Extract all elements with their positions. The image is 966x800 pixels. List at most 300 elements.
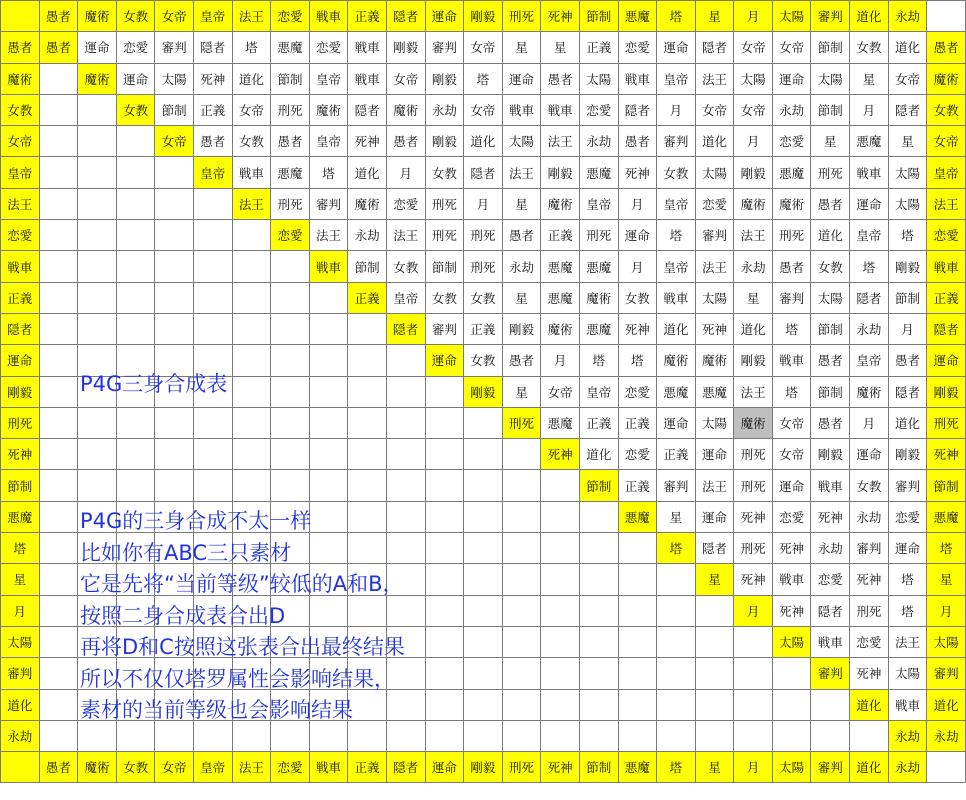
result-cell[interactable]: 女教 bbox=[850, 470, 889, 501]
result-cell[interactable]: 塔 bbox=[772, 376, 811, 407]
empty-cell bbox=[541, 626, 580, 657]
empty-cell bbox=[579, 595, 618, 626]
result-cell[interactable]: 節制 bbox=[811, 376, 850, 407]
result-cell[interactable]: 塔 bbox=[888, 220, 927, 251]
result-cell[interactable]: 死神 bbox=[618, 313, 657, 344]
result-cell[interactable]: 皇帝 bbox=[386, 282, 425, 313]
result-cell[interactable]: 戦車 bbox=[772, 564, 811, 595]
result-cell[interactable]: 永劫 bbox=[348, 220, 387, 251]
result-cell[interactable]: 道化 bbox=[734, 313, 773, 344]
result-cell[interactable]: 戦車 bbox=[772, 345, 811, 376]
column-header: 刑死 bbox=[502, 1, 541, 32]
row-header-right: 恋愛 bbox=[927, 220, 966, 251]
table-row bbox=[1, 63, 966, 94]
result-cell[interactable]: 刑死 bbox=[734, 439, 773, 470]
result-cell[interactable]: 戦車 bbox=[348, 32, 387, 63]
result-cell[interactable]: 愚者 bbox=[888, 345, 927, 376]
result-cell[interactable]: 恋愛 bbox=[618, 439, 657, 470]
diagonal-cell[interactable]: 道化 bbox=[850, 689, 889, 720]
column-header: 星 bbox=[695, 1, 734, 32]
result-cell[interactable]: 星 bbox=[811, 126, 850, 157]
result-cell[interactable]: 刑死 bbox=[425, 220, 464, 251]
diagonal-cell[interactable]: 隠者 bbox=[386, 313, 425, 344]
result-cell[interactable]: 節制 bbox=[348, 251, 387, 282]
empty-cell bbox=[541, 470, 580, 501]
result-cell[interactable]: 隠者 bbox=[193, 32, 232, 63]
result-cell[interactable]: 恋愛 bbox=[772, 501, 811, 532]
result-cell[interactable]: 刑死 bbox=[772, 220, 811, 251]
result-cell[interactable]: 女教 bbox=[425, 157, 464, 188]
result-cell[interactable]: 道化 bbox=[232, 63, 271, 94]
result-cell[interactable]: 審判 bbox=[772, 282, 811, 313]
result-cell[interactable]: 隠者 bbox=[618, 94, 657, 125]
result-cell[interactable]: 太陽 bbox=[888, 157, 927, 188]
diagonal-cell[interactable]: 正義 bbox=[348, 282, 387, 313]
result-cell[interactable]: 戦車 bbox=[541, 94, 580, 125]
empty-cell bbox=[502, 501, 541, 532]
result-cell[interactable]: 星 bbox=[657, 501, 696, 532]
result-cell[interactable]: 女帝 bbox=[232, 94, 271, 125]
result-cell[interactable]: 塔 bbox=[579, 345, 618, 376]
result-cell[interactable]: 月 bbox=[541, 345, 580, 376]
result-cell[interactable]: 戦車 bbox=[618, 63, 657, 94]
result-cell[interactable]: 剛毅 bbox=[734, 157, 773, 188]
result-cell[interactable]: 永劫 bbox=[579, 126, 618, 157]
result-cell[interactable]: 刑死 bbox=[811, 157, 850, 188]
result-cell[interactable]: 死神 bbox=[772, 533, 811, 564]
result-cell[interactable]: 皇帝 bbox=[309, 63, 348, 94]
result-cell[interactable]: 死神 bbox=[811, 501, 850, 532]
result-cell[interactable]: 月 bbox=[850, 94, 889, 125]
result-cell[interactable]: 塔 bbox=[772, 313, 811, 344]
diagonal-cell[interactable]: 永劫 bbox=[888, 720, 927, 751]
result-cell[interactable]: 愚者 bbox=[386, 126, 425, 157]
result-cell[interactable]: 法王 bbox=[734, 376, 773, 407]
result-cell[interactable]: 永劫 bbox=[734, 251, 773, 282]
note-line: 再将D和C按照这张表合出最终结果 bbox=[80, 635, 405, 659]
result-cell[interactable]: 太陽 bbox=[888, 658, 927, 689]
result-cell[interactable]: 審判 bbox=[425, 32, 464, 63]
result-cell[interactable]: 太陽 bbox=[811, 63, 850, 94]
result-cell[interactable]: 女教 bbox=[386, 251, 425, 282]
result-cell[interactable]: 運命 bbox=[116, 63, 155, 94]
diagonal-cell[interactable]: 太陽 bbox=[772, 626, 811, 657]
diagonal-cell[interactable]: 節制 bbox=[579, 470, 618, 501]
empty-cell bbox=[39, 533, 78, 564]
result-cell[interactable]: 魔術 bbox=[657, 345, 696, 376]
row-header: 法王 bbox=[1, 188, 40, 219]
result-cell[interactable]: 魔術 bbox=[541, 313, 580, 344]
result-cell[interactable]: 運命 bbox=[772, 470, 811, 501]
empty-cell bbox=[232, 376, 271, 407]
corner-cell bbox=[1, 1, 40, 32]
result-cell[interactable]: 戦車 bbox=[811, 470, 850, 501]
result-cell[interactable]: 愚者 bbox=[772, 251, 811, 282]
result-cell[interactable]: 悪魔 bbox=[271, 32, 310, 63]
result-cell[interactable]: 運命 bbox=[657, 32, 696, 63]
result-cell[interactable]: 道化 bbox=[811, 220, 850, 251]
diagonal-cell[interactable]: 星 bbox=[695, 564, 734, 595]
result-cell[interactable]: 太陽 bbox=[734, 63, 773, 94]
result-cell[interactable]: 正義 bbox=[618, 407, 657, 438]
result-cell[interactable]: 愚者 bbox=[541, 63, 580, 94]
result-cell[interactable]: 女教 bbox=[464, 282, 503, 313]
result-cell[interactable]: 運命 bbox=[657, 407, 696, 438]
result-cell[interactable]: 月 bbox=[734, 126, 773, 157]
result-cell[interactable]: 刑死 bbox=[271, 188, 310, 219]
result-cell[interactable]: 刑死 bbox=[464, 251, 503, 282]
result-cell[interactable]: 法王 bbox=[888, 626, 927, 657]
diagonal-cell[interactable]: 悪魔 bbox=[618, 501, 657, 532]
empty-cell bbox=[695, 720, 734, 751]
result-cell[interactable]: 星 bbox=[502, 282, 541, 313]
result-cell[interactable]: 皇帝 bbox=[657, 188, 696, 219]
result-cell[interactable]: 正義 bbox=[579, 32, 618, 63]
result-cell[interactable]: 女帝 bbox=[772, 407, 811, 438]
result-cell[interactable]: 皇帝 bbox=[850, 345, 889, 376]
result-cell[interactable]: 皇帝 bbox=[850, 220, 889, 251]
result-cell[interactable]: 運命 bbox=[502, 63, 541, 94]
result-cell[interactable]: 永劫 bbox=[772, 94, 811, 125]
result-cell[interactable]: 星 bbox=[502, 32, 541, 63]
result-cell[interactable]: 法王 bbox=[386, 220, 425, 251]
empty-cell bbox=[78, 157, 117, 188]
result-cell[interactable]: 死神 bbox=[850, 658, 889, 689]
result-cell[interactable]: 隠者 bbox=[464, 157, 503, 188]
result-cell[interactable]: 剛毅 bbox=[541, 157, 580, 188]
result-cell[interactable]: 恋愛 bbox=[309, 32, 348, 63]
result-cell[interactable]: 塔 bbox=[464, 63, 503, 94]
result-cell[interactable]: 剛毅 bbox=[425, 126, 464, 157]
result-cell[interactable]: 死神 bbox=[772, 595, 811, 626]
result-cell[interactable]: 隠者 bbox=[811, 595, 850, 626]
result-cell[interactable]: 塔 bbox=[888, 564, 927, 595]
result-cell[interactable]: 女教 bbox=[464, 345, 503, 376]
result-cell[interactable]: 塔 bbox=[657, 220, 696, 251]
result-cell[interactable]: 刑死 bbox=[464, 220, 503, 251]
result-cell[interactable]: 節制 bbox=[425, 251, 464, 282]
result-cell[interactable]: 女教 bbox=[618, 282, 657, 313]
result-cell[interactable]: 悪魔 bbox=[695, 376, 734, 407]
result-cell[interactable]: 女帝 bbox=[541, 376, 580, 407]
result-cell[interactable]: 月 bbox=[464, 188, 503, 219]
diagonal-cell[interactable]: 女帝 bbox=[155, 126, 194, 157]
result-cell[interactable]: 節制 bbox=[155, 94, 194, 125]
result-cell[interactable]: 星 bbox=[734, 282, 773, 313]
result-cell[interactable]: 愚者 bbox=[193, 126, 232, 157]
empty-cell bbox=[39, 626, 78, 657]
result-cell[interactable]: 恋愛 bbox=[772, 126, 811, 157]
result-cell[interactable]: 月 bbox=[657, 94, 696, 125]
result-cell[interactable]: 女教 bbox=[657, 157, 696, 188]
result-cell[interactable]: 永劫 bbox=[425, 94, 464, 125]
result-cell[interactable]: 剛毅 bbox=[502, 313, 541, 344]
result-cell[interactable]: 永劫 bbox=[811, 533, 850, 564]
result-cell[interactable]: 魔術 bbox=[772, 188, 811, 219]
result-cell[interactable]: 道化 bbox=[888, 407, 927, 438]
diagonal-cell[interactable]: 塔 bbox=[657, 533, 696, 564]
result-cell[interactable]: 剛毅 bbox=[888, 251, 927, 282]
result-cell[interactable]: 塔 bbox=[850, 251, 889, 282]
result-cell[interactable]: 悪魔 bbox=[541, 407, 580, 438]
diagonal-cell[interactable]: 審判 bbox=[811, 658, 850, 689]
result-cell[interactable]: 月 bbox=[386, 157, 425, 188]
result-cell[interactable]: 法王 bbox=[541, 126, 580, 157]
empty-cell bbox=[464, 564, 503, 595]
result-cell[interactable]: 太陽 bbox=[695, 282, 734, 313]
result-cell[interactable]: 戦車 bbox=[811, 626, 850, 657]
result-cell[interactable]: 恋愛 bbox=[811, 564, 850, 595]
result-cell[interactable]: 女帝 bbox=[734, 32, 773, 63]
result-cell[interactable]: 星 bbox=[502, 188, 541, 219]
result-cell[interactable]: 法王 bbox=[695, 251, 734, 282]
result-cell[interactable]: 隠者 bbox=[888, 94, 927, 125]
result-cell[interactable]: 運命 bbox=[78, 32, 117, 63]
result-cell[interactable]: 太陽 bbox=[888, 188, 927, 219]
result-cell[interactable]: 隠者 bbox=[348, 94, 387, 125]
diagonal-cell[interactable]: 刑死 bbox=[502, 407, 541, 438]
result-cell[interactable]: 刑死 bbox=[734, 470, 773, 501]
result-cell[interactable]: 法王 bbox=[695, 63, 734, 94]
result-cell[interactable]: 節制 bbox=[888, 282, 927, 313]
result-cell[interactable]: 魔術 bbox=[309, 94, 348, 125]
empty-cell bbox=[116, 439, 155, 470]
result-cell[interactable]: 正義 bbox=[464, 313, 503, 344]
result-cell[interactable]: 隠者 bbox=[695, 32, 734, 63]
result-cell[interactable]: 正義 bbox=[579, 407, 618, 438]
result-cell[interactable]: 愚者 bbox=[811, 407, 850, 438]
result-cell[interactable]: 悪魔 bbox=[579, 251, 618, 282]
result-cell[interactable]: 皇帝 bbox=[657, 251, 696, 282]
diagonal-cell[interactable]: 死神 bbox=[541, 439, 580, 470]
result-cell[interactable]: 刑死 bbox=[271, 94, 310, 125]
result-cell[interactable]: 太陽 bbox=[695, 157, 734, 188]
result-cell[interactable]: 魔術 bbox=[850, 376, 889, 407]
result-cell[interactable]: 愚者 bbox=[271, 126, 310, 157]
result-cell[interactable]: 愚者 bbox=[502, 220, 541, 251]
result-cell[interactable]: 道化 bbox=[464, 126, 503, 157]
result-cell[interactable]: 審判 bbox=[657, 126, 696, 157]
result-cell[interactable]: 女教 bbox=[811, 251, 850, 282]
result-cell[interactable]: 隠者 bbox=[695, 533, 734, 564]
result-cell[interactable]: 剛毅 bbox=[888, 439, 927, 470]
result-cell[interactable]: 法王 bbox=[502, 157, 541, 188]
result-cell[interactable]: 戦車 bbox=[232, 157, 271, 188]
result-cell[interactable]: 星 bbox=[888, 126, 927, 157]
result-cell[interactable]: 隠者 bbox=[888, 376, 927, 407]
result-cell[interactable]: 悪魔 bbox=[579, 313, 618, 344]
result-cell[interactable]: 恋愛 bbox=[386, 188, 425, 219]
result-cell[interactable]: 恋愛 bbox=[579, 94, 618, 125]
result-cell[interactable]: 皇帝 bbox=[309, 126, 348, 157]
result-cell[interactable]: 女教 bbox=[232, 126, 271, 157]
result-cell[interactable]: 皇帝 bbox=[657, 63, 696, 94]
result-cell[interactable]: 女帝 bbox=[386, 63, 425, 94]
result-cell[interactable]: 戦車 bbox=[502, 94, 541, 125]
result-cell[interactable]: 道化 bbox=[695, 126, 734, 157]
result-cell[interactable]: 女帝 bbox=[464, 32, 503, 63]
result-cell[interactable]: 女教 bbox=[425, 282, 464, 313]
result-cell[interactable]: 法王 bbox=[734, 220, 773, 251]
diagonal-cell[interactable]: 剛毅 bbox=[464, 376, 503, 407]
result-cell[interactable]: 剛毅 bbox=[386, 32, 425, 63]
result-cell[interactable]: 恋愛 bbox=[618, 32, 657, 63]
result-cell[interactable]: 運命 bbox=[695, 501, 734, 532]
result-cell[interactable]: 戦車 bbox=[657, 282, 696, 313]
result-cell[interactable]: 運命 bbox=[888, 533, 927, 564]
result-cell[interactable]: 魔術 bbox=[734, 188, 773, 219]
result-cell[interactable]: 審判 bbox=[695, 220, 734, 251]
result-cell[interactable]: 恋愛 bbox=[850, 626, 889, 657]
result-cell[interactable]: 愚者 bbox=[811, 188, 850, 219]
result-cell[interactable]: 法王 bbox=[309, 220, 348, 251]
column-header: 道化 bbox=[850, 1, 889, 32]
result-cell[interactable]: 悪魔 bbox=[772, 157, 811, 188]
result-cell[interactable]: 死神 bbox=[695, 313, 734, 344]
result-cell[interactable]: 皇帝 bbox=[579, 376, 618, 407]
result-cell[interactable]: 刑死 bbox=[734, 533, 773, 564]
result-cell[interactable]: 恋愛 bbox=[618, 376, 657, 407]
diagonal-cell[interactable]: 運命 bbox=[425, 345, 464, 376]
result-cell[interactable]: 愚者 bbox=[618, 126, 657, 157]
result-cell[interactable]: 審判 bbox=[309, 188, 348, 219]
result-cell[interactable]: 法王 bbox=[695, 470, 734, 501]
result-cell[interactable]: 恋愛 bbox=[116, 32, 155, 63]
result-cell[interactable]: 女帝 bbox=[464, 94, 503, 125]
result-cell[interactable]: 道化 bbox=[888, 32, 927, 63]
result-cell[interactable]: 刑死 bbox=[425, 188, 464, 219]
result-cell[interactable]: 永劫 bbox=[502, 251, 541, 282]
result-cell[interactable]: 道化 bbox=[579, 439, 618, 470]
result-cell[interactable]: 正義 bbox=[657, 439, 696, 470]
result-cell[interactable]: 永劫 bbox=[850, 501, 889, 532]
result-cell[interactable]: 塔 bbox=[309, 157, 348, 188]
empty-cell bbox=[39, 720, 78, 751]
result-cell[interactable]: 太陽 bbox=[502, 126, 541, 157]
result-cell[interactable]: 剛毅 bbox=[425, 63, 464, 94]
result-cell[interactable]: 女帝 bbox=[772, 439, 811, 470]
result-cell[interactable]: 死神 bbox=[348, 126, 387, 157]
result-cell[interactable]: 悪魔 bbox=[850, 126, 889, 157]
result-cell[interactable]: 剛毅 bbox=[811, 439, 850, 470]
result-cell[interactable]: 皇帝 bbox=[579, 188, 618, 219]
diagonal-cell[interactable]: 恋愛 bbox=[271, 220, 310, 251]
result-cell[interactable]: 審判 bbox=[888, 470, 927, 501]
result-cell[interactable]: 月 bbox=[850, 407, 889, 438]
result-cell[interactable]: 女帝 bbox=[772, 32, 811, 63]
result-cell[interactable]: 審判 bbox=[657, 470, 696, 501]
result-cell[interactable]: 魔術 bbox=[695, 345, 734, 376]
result-cell[interactable]: 正義 bbox=[193, 94, 232, 125]
result-cell[interactable]: 星 bbox=[541, 32, 580, 63]
result-cell[interactable]: 節制 bbox=[811, 94, 850, 125]
row-header: 星 bbox=[1, 564, 40, 595]
result-cell[interactable]: 節制 bbox=[811, 313, 850, 344]
result-cell[interactable]: 刑死 bbox=[579, 220, 618, 251]
result-cell[interactable]: 女帝 bbox=[888, 63, 927, 94]
result-cell[interactable]: 運命 bbox=[850, 188, 889, 219]
result-cell[interactable]: 女帝 bbox=[734, 94, 773, 125]
diagonal-cell[interactable]: 月 bbox=[734, 595, 773, 626]
result-cell[interactable]: 戦車 bbox=[348, 63, 387, 94]
result-cell[interactable]: 月 bbox=[888, 313, 927, 344]
result-cell[interactable]: 死神 bbox=[734, 501, 773, 532]
result-cell[interactable]: 死神 bbox=[734, 564, 773, 595]
result-cell[interactable]: 太陽 bbox=[579, 63, 618, 94]
result-cell[interactable]: 月 bbox=[618, 251, 657, 282]
result-cell[interactable]: 魔術 bbox=[579, 282, 618, 313]
result-cell[interactable]: 節制 bbox=[271, 63, 310, 94]
empty-cell bbox=[39, 407, 78, 438]
result-cell[interactable]: 塔 bbox=[888, 595, 927, 626]
result-cell[interactable]: 魔術 bbox=[541, 188, 580, 219]
result-cell[interactable]: 愚者 bbox=[502, 345, 541, 376]
result-cell[interactable]: 死神 bbox=[618, 157, 657, 188]
result-cell[interactable]: 女帝 bbox=[695, 94, 734, 125]
result-cell[interactable]: 戦車 bbox=[888, 689, 927, 720]
result-cell[interactable]: 女教 bbox=[850, 32, 889, 63]
result-cell[interactable]: 運命 bbox=[772, 63, 811, 94]
diagonal-cell[interactable]: 皇帝 bbox=[193, 157, 232, 188]
result-cell[interactable]: 刑死 bbox=[850, 595, 889, 626]
result-cell[interactable]: 魔術 bbox=[734, 407, 773, 438]
result-cell[interactable]: 星 bbox=[502, 376, 541, 407]
result-cell[interactable]: 魔術 bbox=[386, 94, 425, 125]
result-cell[interactable]: 太陽 bbox=[155, 63, 194, 94]
result-cell[interactable]: 審判 bbox=[155, 32, 194, 63]
result-cell[interactable]: 魔術 bbox=[348, 188, 387, 219]
result-cell[interactable]: 死神 bbox=[850, 564, 889, 595]
result-cell[interactable]: 悪魔 bbox=[579, 157, 618, 188]
result-cell[interactable]: 星 bbox=[850, 63, 889, 94]
result-cell[interactable]: 恋愛 bbox=[695, 188, 734, 219]
result-cell[interactable]: 悪魔 bbox=[657, 376, 696, 407]
result-cell[interactable]: 悪魔 bbox=[541, 251, 580, 282]
result-cell[interactable]: 正義 bbox=[541, 220, 580, 251]
diagonal-cell[interactable]: 魔術 bbox=[78, 63, 117, 94]
result-cell[interactable]: 悪魔 bbox=[541, 282, 580, 313]
result-cell[interactable]: 悪魔 bbox=[271, 157, 310, 188]
diagonal-cell[interactable]: 愚者 bbox=[39, 32, 78, 63]
result-cell[interactable]: 塔 bbox=[618, 345, 657, 376]
diagonal-cell[interactable]: 女教 bbox=[116, 94, 155, 125]
result-cell[interactable]: 剛毅 bbox=[734, 345, 773, 376]
result-cell[interactable]: 運命 bbox=[695, 439, 734, 470]
result-cell[interactable]: 正義 bbox=[618, 470, 657, 501]
result-cell[interactable]: 塔 bbox=[232, 32, 271, 63]
result-cell[interactable]: 審判 bbox=[425, 313, 464, 344]
result-cell[interactable]: 永劫 bbox=[850, 313, 889, 344]
result-cell[interactable]: 愚者 bbox=[811, 345, 850, 376]
empty-cell bbox=[193, 282, 232, 313]
result-cell[interactable]: 節制 bbox=[811, 32, 850, 63]
diagonal-cell[interactable]: 法王 bbox=[232, 188, 271, 219]
result-cell[interactable]: 審判 bbox=[850, 533, 889, 564]
result-cell[interactable]: 太陽 bbox=[811, 282, 850, 313]
result-cell[interactable]: 道化 bbox=[348, 157, 387, 188]
result-cell[interactable]: 恋愛 bbox=[888, 501, 927, 532]
empty-cell bbox=[309, 313, 348, 344]
diagonal-cell[interactable]: 戦車 bbox=[309, 251, 348, 282]
result-cell[interactable]: 太陽 bbox=[695, 407, 734, 438]
result-cell[interactable]: 月 bbox=[618, 188, 657, 219]
result-cell[interactable]: 死神 bbox=[193, 63, 232, 94]
result-cell[interactable]: 運命 bbox=[618, 220, 657, 251]
result-cell[interactable]: 隠者 bbox=[850, 282, 889, 313]
result-cell[interactable]: 運命 bbox=[850, 439, 889, 470]
result-cell[interactable]: 戦車 bbox=[850, 157, 889, 188]
result-cell[interactable]: 道化 bbox=[657, 313, 696, 344]
